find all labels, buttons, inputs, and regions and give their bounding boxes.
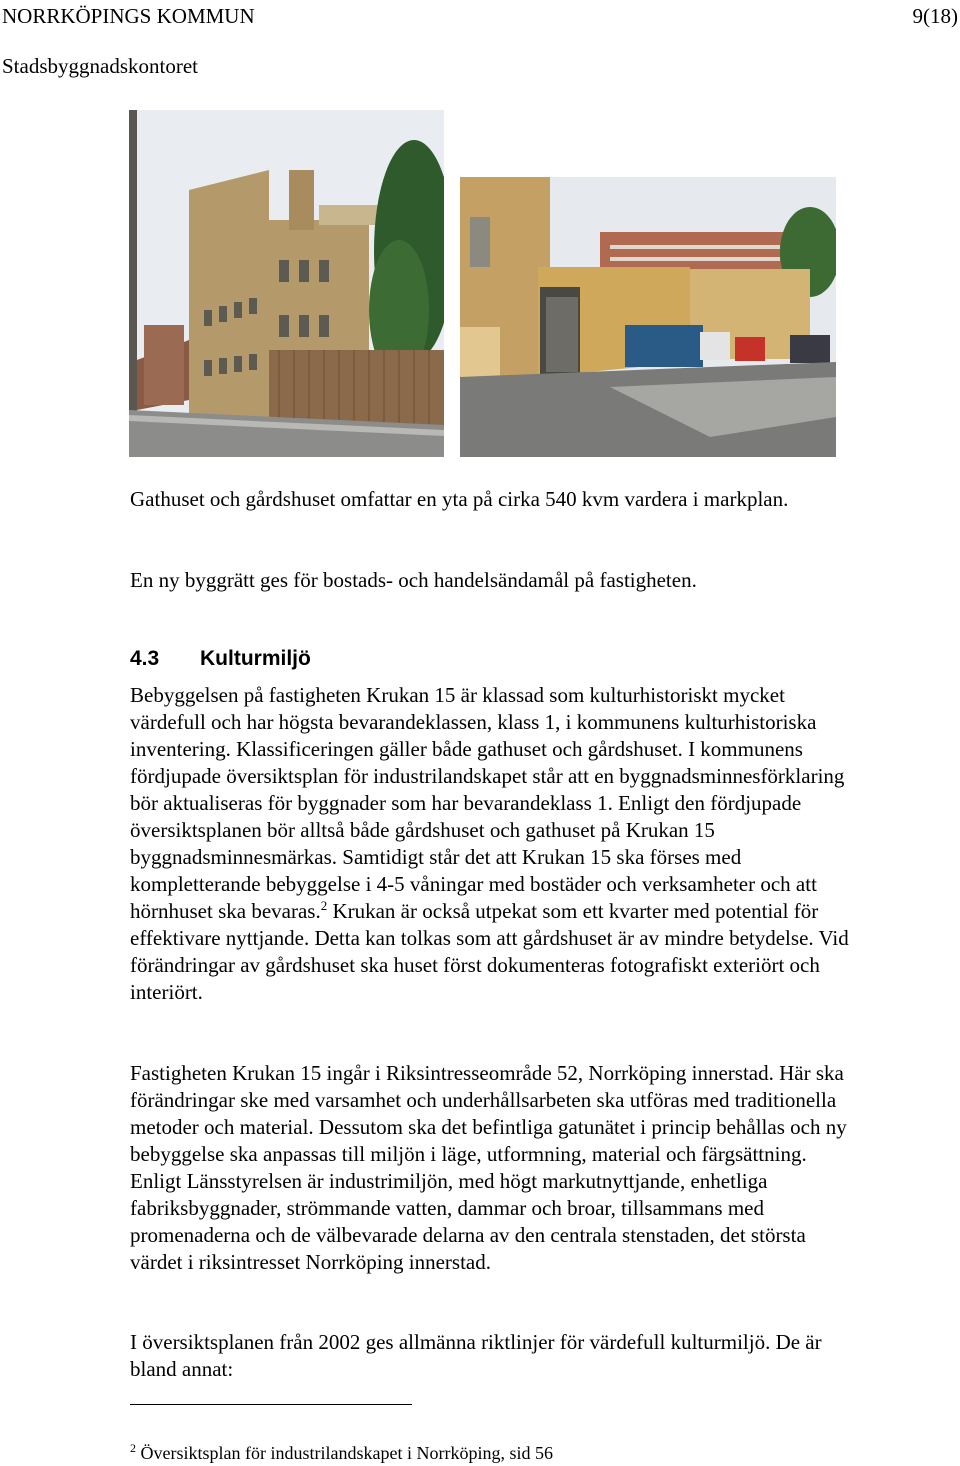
- footnote-reference[interactable]: 2: [320, 898, 328, 913]
- photo-courtyard: [460, 177, 836, 457]
- kulturmiljo-text-continued: Krukan är också utpekat som ett kvarter med potential för effektivare nyttjande. Detta kan tolkas som att gårdshuset är av mindre betydelse. Vid förändringar av gårdshuset ska huset först dokumenteras fotografiskt exteriört och interiört.: [130, 899, 849, 1004]
- header-organization: NORRKÖPINGS KOMMUN: [2, 4, 255, 28]
- section-number: 4.3: [130, 647, 160, 670]
- photo-caption: Gathuset och gårdshuset omfattar en yta på cirka 540 kvm vardera i markplan.: [130, 487, 789, 511]
- section-title: Kulturmiljö: [200, 647, 311, 670]
- section-heading: [130, 645, 311, 672]
- paragraph-riksintresse: Fastigheten Krukan 15 ingår i Riksintresseområde 52, Norrköping innerstad. Här ska förändringar ske med varsamhet och underhållsarbeten ska utföras med traditionella metoder och material. Dessutom ska det befintliga gatunätet i princip behållas och ny bebyggelse ska anpassas till miljön i läge, utformning, material och färgsättning. Enligt Länsstyrelsen är industrimiljön, med högt markutnyttjande, enhetliga fabriksbyggnader, strömmande vatten, dammar och broar, tillsammans med promenaderna och de välbevarade delarna av den centrala stenstaden, det största värdet i riksintresset Norrköping innerstad.: [130, 1061, 847, 1274]
- paragraph-oversiktsplan: I översiktsplanen från 2002 ges allmänna riktlinjer för värdefull kulturmiljö. De är bland annat:: [130, 1330, 822, 1381]
- footnote: [130, 1442, 553, 1464]
- paragraph-kulturmiljo: [130, 682, 860, 1006]
- header-department: Stadsbyggnadskontoret: [2, 54, 198, 78]
- footnote-separator: [130, 1404, 412, 1405]
- kulturmiljo-text: Bebyggelsen på fastigheten Krukan 15 är klassad som kulturhistoriskt mycket värdefull och har högsta bevarandeklassen, klass 1, i kommunens kulturhistoriska inventering. Klassificeringen gäller både gathuset och gårdshuset. I kommunens fördjupade översiktsplan för industrilandskapet står att en byggnadsminnesförklaring bör aktualiseras för byggnader som har bevarandeklass 1. Enligt den fördjupade översiktsplanen bör alltså både gårdshuset och gathuset på Krukan 15 byggnadsminnesmärkas. Samtidigt står det att Krukan 15 ska förses med kompletterande bebyggelse i 4-5 våningar med bostäder och verksamheter och att hörnhuset ska bevaras.: [130, 683, 845, 923]
- paragraph-building-rights: En ny byggrätt ges för bostads- och handelsändamål på fastigheten.: [130, 568, 697, 592]
- page-number: 9(18): [912, 4, 958, 28]
- footnote-number: 2: [130, 1441, 136, 1455]
- footnote-text: Översiktsplan för industrilandskapet i Norrköping, sid 56: [140, 1443, 553, 1463]
- photo-street-building: [129, 110, 444, 457]
